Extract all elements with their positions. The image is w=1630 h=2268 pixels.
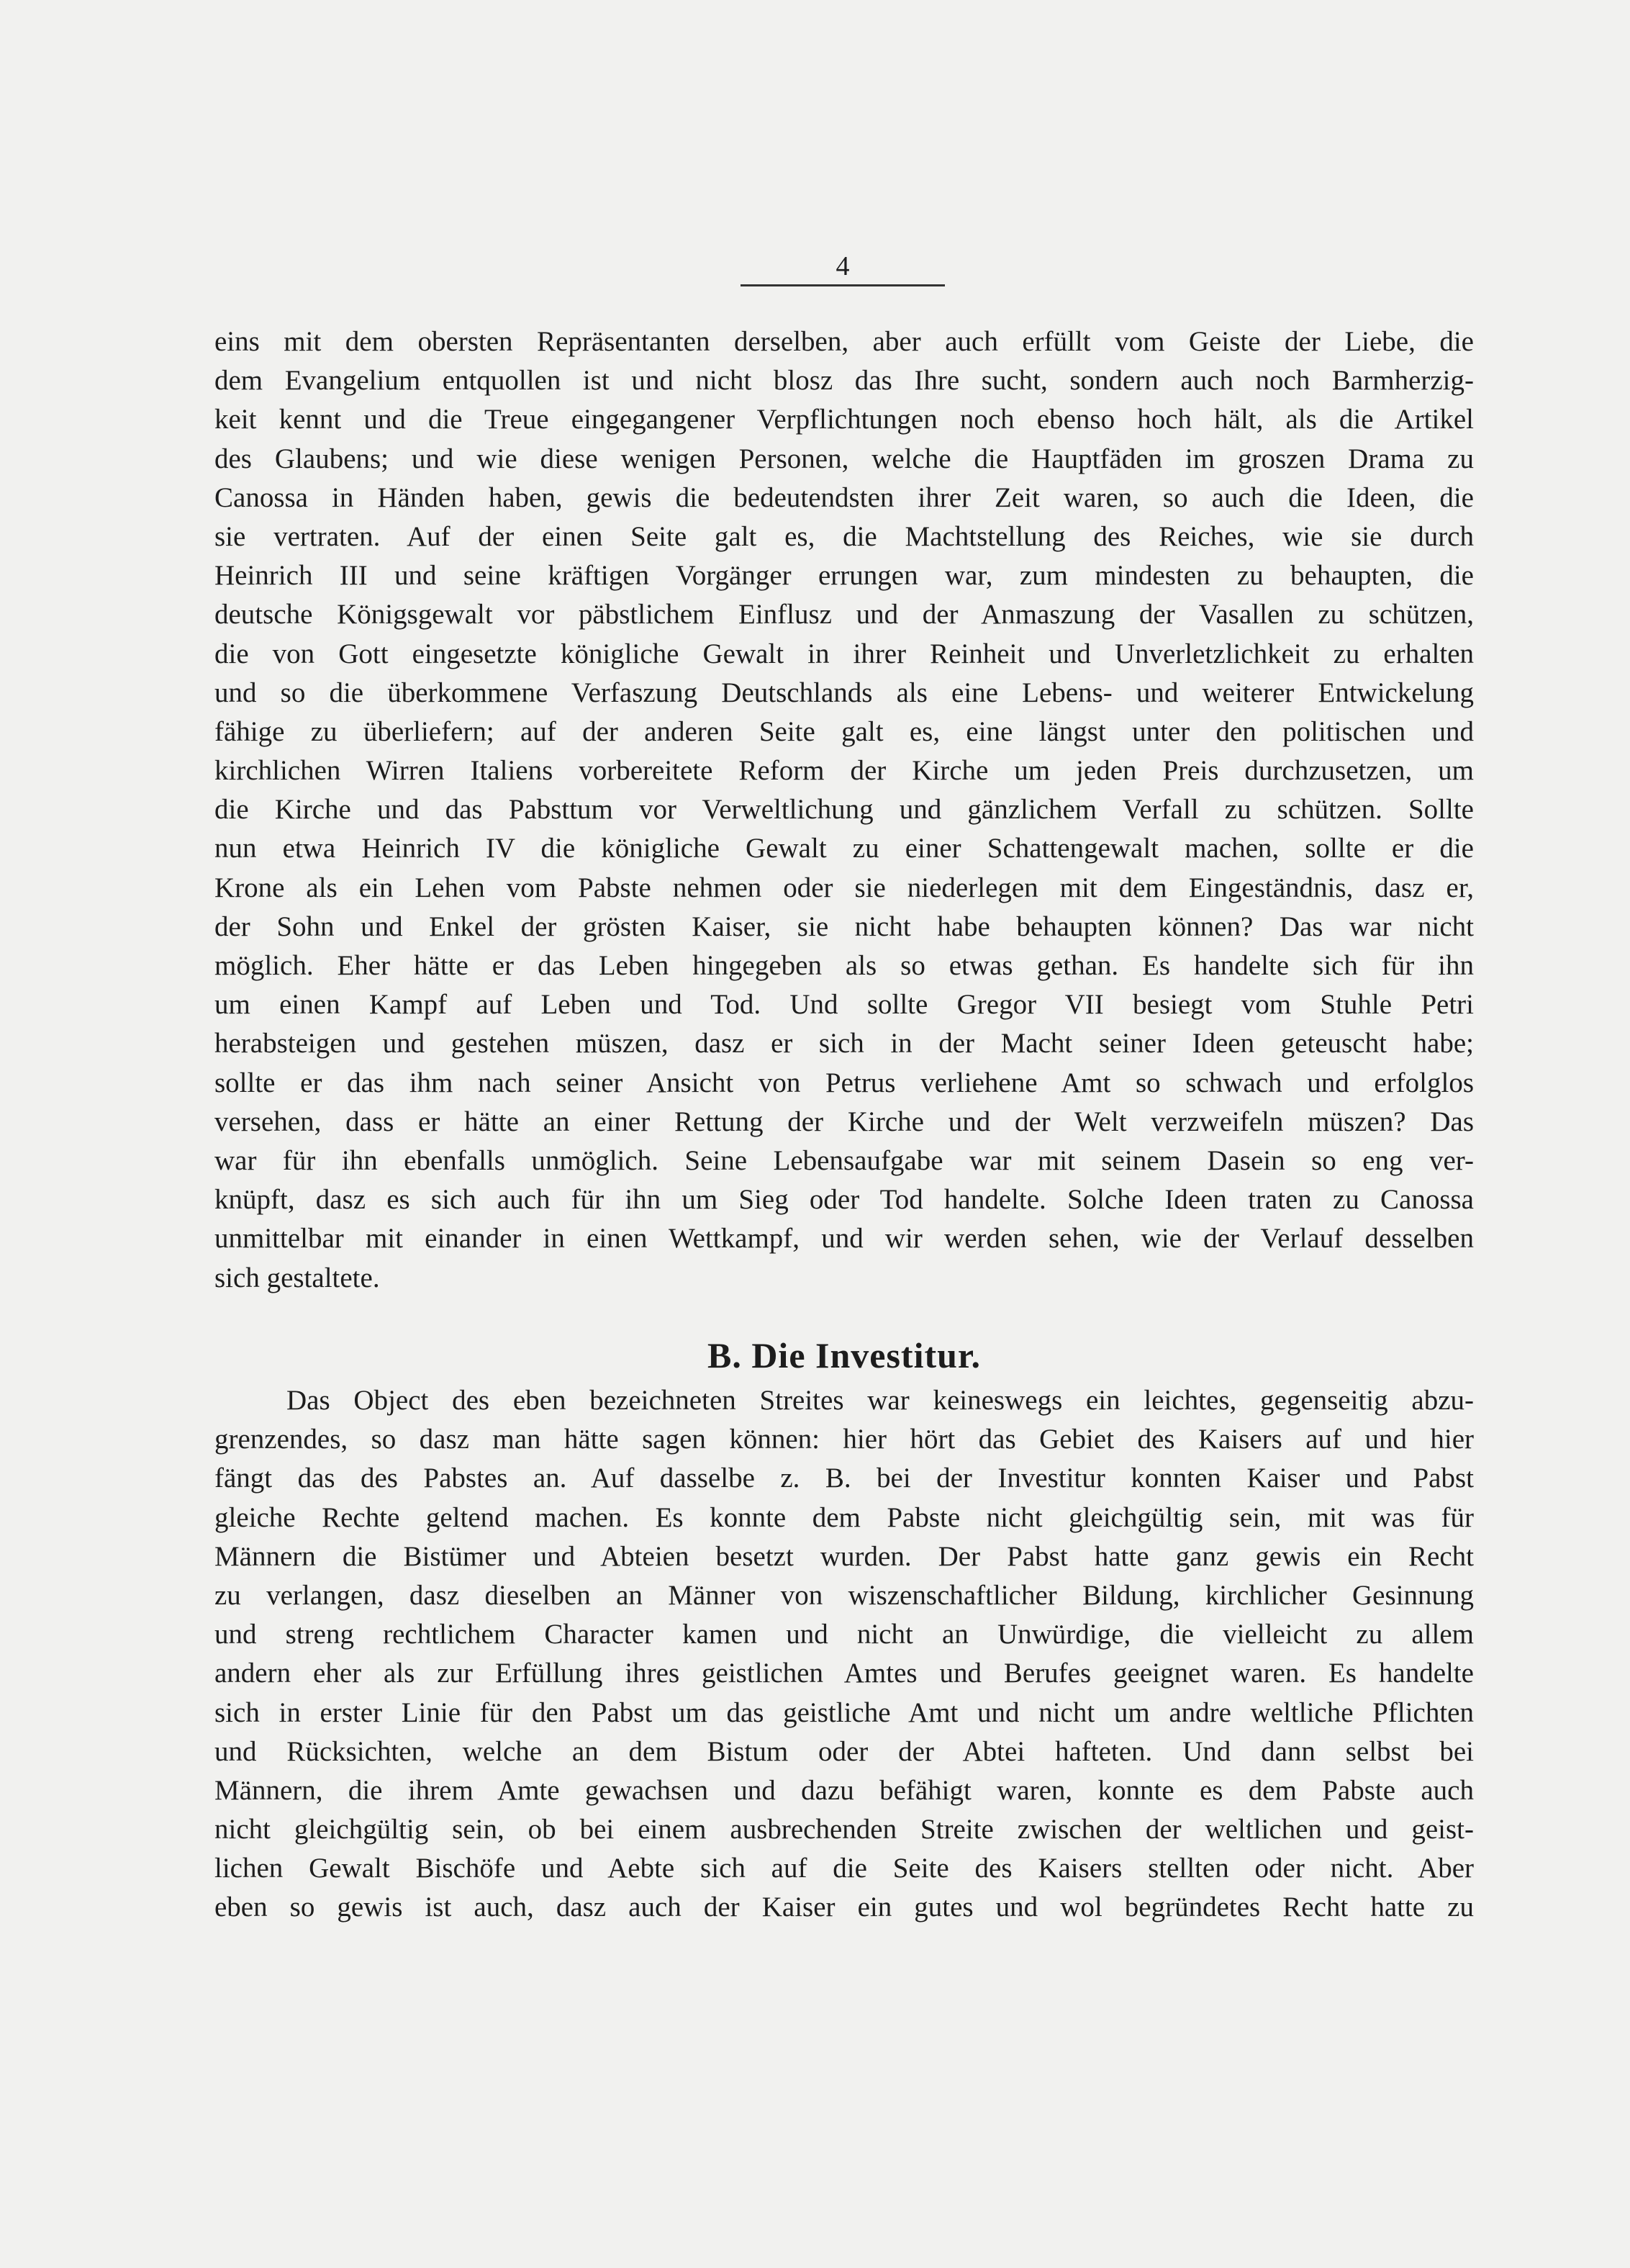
text-line: sie vertraten. Auf der einen Seite galt es, die Machtstellung des Reiches, wie sie durch [214, 520, 1474, 552]
text-line: Männern, die ihrem Amte gewachsen und dazu befähigt waren, konnte es dem Pabste auch [214, 1774, 1474, 1806]
text-line: keit kennt und die Treue eingegangener Verpflichtungen noch ebenso hoch hält, als die Artikel [214, 404, 1474, 435]
text-line: und Rücksichten, welche an dem Bistum oder der Abtei hafteten. Und dann selbst bei [214, 1735, 1474, 1767]
paragraph-investiture [214, 1381, 1474, 1928]
text-line: gleiche Rechte geltend machen. Es konnte dem Pabste nicht gleichgültig sein, mit was für [214, 1501, 1474, 1533]
text-line: der Sohn und Enkel der grösten Kaiser, sie nicht habe behaupten können? Das war nicht [214, 911, 1474, 942]
text-line: knüpft, dasz es sich auch für ihn um Sieg oder Tod handelte. Solche Ideen traten zu Canossa [214, 1184, 1474, 1216]
text-line: und so die überkommene Verfaszung Deutschlands als eine Lebens- und weiterer Entwickelung [214, 677, 1474, 708]
text-line: fähige zu überliefern; auf der anderen Seite galt es, eine längst unter den politischen und [214, 715, 1474, 747]
text-line: des Glaubens; und wie diese wenigen Personen, welche die Hauptfäden im groszen Drama zu [214, 443, 1474, 474]
text-line: lichen Gewalt Bischöfe und Aebte sich auf die Seite des Kaisers stellten oder nicht. Aber [214, 1853, 1474, 1884]
text-line: dem Evangelium entquollen ist und nicht blosz das Ihre sucht, sondern auch noch Barmherzig- [214, 365, 1474, 397]
text-line: Heinrich III und seine kräftigen Vorgänger errungen war, zum mindesten zu behaupten, die [214, 560, 1474, 592]
text-line: und streng rechtlichem Character kamen und nicht an Unwürdige, die vielleicht zu allem [214, 1619, 1474, 1650]
text-line: Krone als ein Lehen vom Pabste nehmen oder sie niederlegen mit dem Eingeständnis, dasz er, [214, 872, 1474, 903]
text-line: war für ihn ebenfalls unmöglich. Seine Lebensaufgabe war mit seinem Dasein so eng ver- [214, 1144, 1474, 1176]
text-line: möglich. Eher hätte er das Leben hingegeben als so etwas gethan. Es handelte sich für ihn [214, 950, 1474, 981]
text-line: die von Gott eingesetzte königliche Gewalt in ihrer Reinheit und Unverletzlichkeit zu erhalten [214, 638, 1474, 669]
text-line: um einen Kampf auf Leben und Tod. Und sollte Gregor VII besiegt vom Stuhle Petri [214, 989, 1474, 1021]
page-number: 4 [741, 248, 945, 286]
text-line: nun etwa Heinrich IV die königliche Gewalt zu einer Schattengewalt machen, sollte er die [214, 833, 1474, 864]
text-line: versehen, dass er hätte an einer Rettung der Kirche und der Welt verzweifeln müszen? Das [214, 1106, 1474, 1137]
text-line: sich in erster Linie für den Pabst um das geistliche Amt und nicht um andre weltliche Pflichten [214, 1697, 1474, 1728]
text-line: sich gestaltete. [214, 1262, 380, 1293]
text-line: eins mit dem obersten Repräsentanten derselben, aber auch erfüllt vom Geiste der Liebe, die [214, 326, 1474, 357]
text-line: grenzendes, so dasz man hätte sagen können: hier hört das Gebiet des Kaisers auf und hier [214, 1424, 1474, 1455]
text-line: fängt das des Pabstes an. Auf dasselbe z. B. bei der Investitur konnten Kaiser und Pabst [214, 1463, 1474, 1494]
section-heading: B. Die Investitur. [707, 1335, 982, 1375]
text-line: sollte er das ihm nach seiner Ansicht von Petrus verliehene Amt so schwach und erfolglos [214, 1067, 1474, 1098]
text-line: andern eher als zur Erfüllung ihres geistlichen Amtes und Berufes geeignet waren. Es handelte [214, 1658, 1474, 1689]
text-line: herabsteigen und gestehen müszen, dasz er sich in der Macht seiner Ideen geteuscht habe; [214, 1028, 1474, 1060]
text-line: eben so gewis ist auch, dasz auch der Kaiser ein gutes und wol begründetes Recht hatte zu [214, 1892, 1474, 1923]
text-line: die Kirche und das Pabsttum vor Verweltlichung und gänzlichem Verfall zu schützen. Sollte [214, 794, 1474, 826]
text-line: zu verlangen, dasz dieselben an Männer von wiszenschaftlicher Bildung, kirchlicher Gesinnung [214, 1579, 1474, 1611]
text-line: Männern die Bistümer und Abteien besetzt wurden. Der Pabst hatte ganz gewis ein Recht [214, 1540, 1474, 1572]
text-line: nicht gleichgültig sein, ob bei einem ausbrechenden Streite zwischen der weltlichen und geist- [214, 1814, 1474, 1845]
text-line: kirchlichen Wirren Italiens vorbereitete Reform der Kirche um jeden Preis durchzusetzen, um [214, 755, 1474, 787]
text-line: Canossa in Händen haben, gewis die bedeutendsten ihrer Zeit waren, so auch die Ideen, die [214, 482, 1474, 513]
text-line: deutsche Königsgewalt vor päbstlichem Einflusz und der Anmaszung der Vasallen zu schützen, [214, 599, 1474, 631]
paragraph-canossa-ideas [214, 322, 1474, 1298]
text-line: Das Object des eben bezeichneten Streites war keineswegs ein leichtes, gegenseitig abzu- [286, 1385, 1474, 1416]
text-line: unmittelbar mit einander in einen Wettkampf, und wir werden sehen, wie der Verlauf desselben [214, 1223, 1474, 1255]
